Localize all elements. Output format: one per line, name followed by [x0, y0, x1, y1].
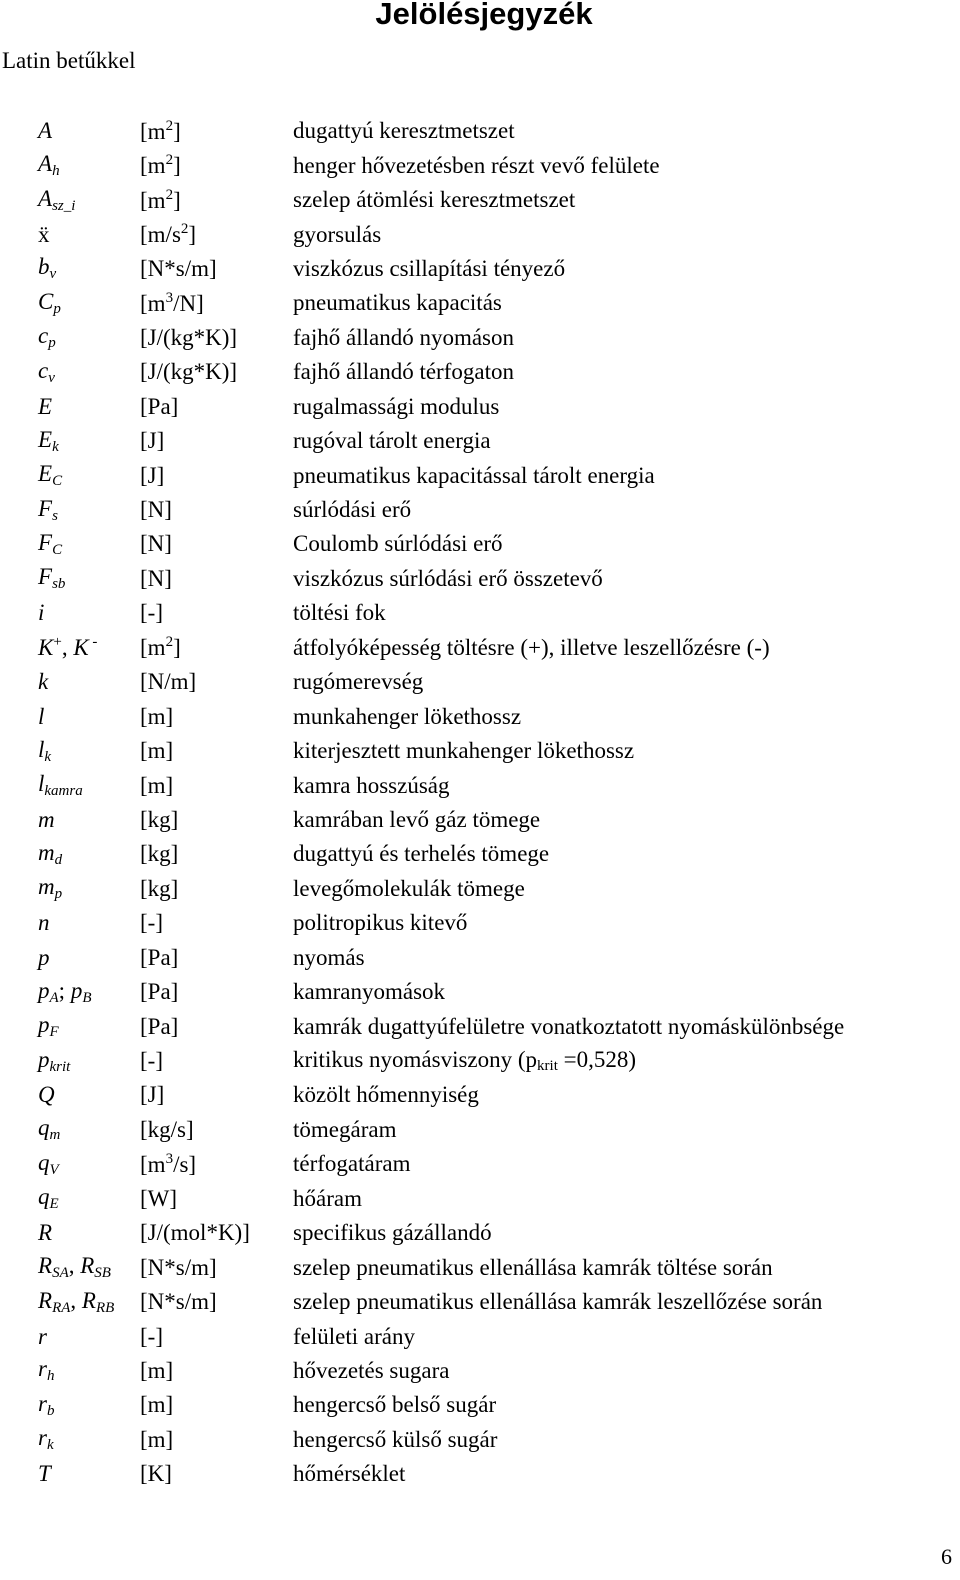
notation-description: dugattyú és terhelés tömege: [293, 841, 550, 867]
notation-unit: [m]: [140, 1426, 174, 1452]
notation-unit: [m]: [140, 1357, 174, 1383]
notation-row: [38, 665, 948, 699]
notation-symbol: $p_{krit}$: [38, 1046, 71, 1075]
notation-unit: [m]: [140, 1392, 174, 1418]
notation-symbol: $F_C$: [38, 529, 63, 558]
notation-description: levegőmolekulák tömege: [293, 875, 525, 901]
notation-symbol: l: [38, 703, 45, 729]
notation-unit: [N/m]: [140, 669, 197, 695]
notation-description: kamra hosszúság: [293, 772, 450, 798]
notation-row: [38, 527, 948, 561]
notation-unit: [kg/s]: [140, 1116, 194, 1142]
notation-row: [38, 1182, 948, 1216]
notation-row: [38, 1319, 948, 1353]
notation-symbol: $E_C$: [38, 461, 63, 490]
notation-row: [38, 1388, 948, 1422]
notation-symbol: $A_{sz\_i}$: [38, 185, 76, 214]
notation-description: rugóval tárolt energia: [293, 428, 491, 454]
notation-description: dugattyú keresztmetszet: [293, 118, 515, 144]
notation-unit: [m]: [140, 703, 174, 729]
notation-unit: [N*s/m]: [140, 1254, 217, 1280]
notation-symbol: $F_{sb}$: [38, 564, 66, 593]
notation-description: Coulomb súrlódási erő: [293, 531, 503, 557]
notation-row: [38, 699, 948, 733]
notation-description: töltési fok: [293, 600, 386, 626]
notation-row: [38, 458, 948, 492]
notation-unit: $[m^3/s]$: [140, 1150, 197, 1177]
notation-description: hőáram: [293, 1185, 362, 1211]
notation-row: [38, 1354, 948, 1388]
notation-unit: [W]: [140, 1185, 178, 1211]
notation-unit: [N]: [140, 565, 172, 591]
notation-unit: [Pa]: [140, 1013, 179, 1039]
notation-description: munkahenger lökethossz: [293, 703, 522, 729]
notation-symbol: A: [38, 118, 53, 144]
notation-unit: [J]: [140, 428, 165, 454]
notation-description: rugalmassági modulus: [293, 393, 500, 419]
notation-description: tömegáram: [293, 1116, 397, 1142]
notation-unit: [-]: [140, 910, 163, 936]
notation-row: [38, 562, 948, 596]
notation-description: súrlódási erő: [293, 497, 412, 523]
page-title: Jelölésjegyzék: [375, 0, 593, 31]
notation-symbol: $m_p$: [38, 874, 63, 903]
notation-row: [38, 1457, 948, 1491]
notation-unit: [N*s/m]: [140, 255, 217, 281]
notation-row: [38, 975, 948, 1009]
notation-symbol: $E_k$: [38, 426, 59, 455]
notation-row: [38, 1009, 948, 1043]
notation-row: [38, 183, 948, 217]
notation-unit: [J]: [140, 462, 165, 488]
notation-unit: [kg]: [140, 875, 179, 901]
notation-row: [38, 217, 948, 251]
notation-symbol: i: [38, 600, 45, 626]
notation-row: [38, 872, 948, 906]
notation-symbol: $c_p$: [38, 323, 56, 352]
notation-row: [38, 1250, 948, 1284]
notation-row: [38, 148, 948, 182]
notation-unit: [J/(kg*K)]: [140, 359, 238, 385]
notation-row: [38, 286, 948, 320]
notation-symbol: $C_p$: [38, 288, 61, 317]
notation-unit: [-]: [140, 600, 163, 626]
notation-description: térfogatáram: [293, 1151, 411, 1177]
notation-row: [38, 906, 948, 940]
page-number: 6: [941, 1544, 952, 1569]
notation-row: [38, 596, 948, 630]
notation-unit: $[m^3/N]$: [140, 289, 204, 316]
notation-unit: $[m^2]$: [140, 186, 181, 213]
notation-symbol: r: [38, 1323, 47, 1349]
notation-description: politropikus kitevő: [293, 910, 468, 936]
notation-symbol: $m_d$: [38, 839, 63, 868]
notation-description: viszkózus súrlódási erő összetevő: [293, 565, 603, 591]
notation-symbol: Q: [38, 1082, 55, 1108]
notation-unit: [-]: [140, 1048, 163, 1074]
notation-symbol: p: [38, 944, 50, 970]
notation-description: rugómerevség: [293, 669, 424, 695]
notation-description: hengercső belső sugár: [293, 1392, 497, 1418]
notation-row: [38, 390, 948, 424]
notation-unit: $[m^2]$: [140, 117, 181, 144]
notation-row: [38, 803, 948, 837]
notation-unit: [K]: [140, 1461, 172, 1487]
notation-unit: [J/(mol*K)]: [140, 1220, 250, 1246]
notation-unit: [Pa]: [140, 393, 179, 419]
notation-symbol: $q_m$: [38, 1115, 61, 1144]
notation-description: átfolyóképesség töltésre (+), illetve leszellőzésre (-): [293, 634, 770, 660]
notation-unit: [Pa]: [140, 944, 179, 970]
notation-description: viszkózus csillapítási tényező: [293, 255, 566, 281]
notation-description: hőmérséklet: [293, 1461, 406, 1487]
notation-unit: [N]: [140, 531, 172, 557]
notation-description: gyorsulás: [293, 221, 382, 247]
notation-row: [38, 837, 948, 871]
notation-description: nyomás: [293, 944, 365, 970]
notation-unit: $[m/s^2]$: [140, 221, 197, 248]
notation-row: [38, 734, 948, 768]
notation-symbol: $F_s$: [38, 495, 58, 524]
notation-unit: [N]: [140, 497, 172, 523]
notation-symbol: $l_k$: [38, 736, 52, 765]
notation-symbol: $r_k$: [38, 1425, 54, 1454]
notation-unit: [Pa]: [140, 979, 179, 1005]
notation-description: kamrában levő gáz tömege: [293, 806, 541, 832]
notation-symbol: $p_A$; $p_B$: [38, 977, 92, 1006]
notation-row: [38, 493, 948, 527]
notation-description: felületi arány: [293, 1323, 415, 1349]
notation-symbol: $b_v$: [38, 254, 57, 283]
notation-symbol: $c_v$: [38, 357, 55, 386]
notation-description: kamrák dugattyúfelületre vonatkoztatott nyomáskülönbsége: [293, 1013, 845, 1039]
notation-description: kamranyomások: [293, 979, 446, 1005]
notation-description: szelep pneumatikus ellenállása kamrák leszellőzése során: [293, 1289, 823, 1315]
notation-symbol: $q_V$: [38, 1149, 59, 1178]
notation-symbol: $p_F$: [38, 1012, 59, 1041]
notation-table: [38, 114, 948, 1492]
notation-symbol: n: [38, 910, 50, 936]
notation-row: [38, 424, 948, 458]
notation-symbol: K+, K -: [38, 634, 98, 661]
notation-description: pneumatikus kapacitással tárolt energia: [293, 462, 655, 488]
notation-row: [38, 252, 948, 286]
notation-row: [38, 1044, 948, 1078]
notation-row: [38, 1078, 948, 1112]
notation-unit: [kg]: [140, 806, 179, 832]
notation-row: [38, 631, 948, 665]
notation-unit: $[m^2]$: [140, 152, 181, 179]
notation-description: közölt hőmennyiség: [293, 1082, 479, 1108]
notation-row: [38, 1285, 948, 1319]
notation-symbol: $q_E$: [38, 1184, 59, 1213]
notation-description: kiterjesztett munkahenger lökethossz: [293, 738, 635, 764]
notation-unit: $[m^2]$: [140, 634, 181, 661]
notation-row: [38, 1423, 948, 1457]
notation-symbol: $R_{RA}$, $R_{RB}$: [38, 1287, 115, 1316]
notation-symbol: $l_{kamra}$: [38, 771, 83, 800]
notation-description: fajhő állandó térfogaton: [293, 359, 514, 385]
notation-unit: [N*s/m]: [140, 1289, 217, 1315]
notation-unit: [m]: [140, 772, 174, 798]
notation-description: szelep átömlési keresztmetszet: [293, 187, 576, 213]
notation-description: fajhő állandó nyomáson: [293, 324, 515, 350]
notation-unit: [J/(kg*K)]: [140, 324, 238, 350]
notation-unit: [-]: [140, 1323, 163, 1349]
notation-symbol: m: [38, 806, 55, 832]
notation-description: specifikus gázállandó: [293, 1220, 492, 1246]
notation-row: [38, 1113, 948, 1147]
notation-row: [38, 1147, 948, 1181]
notation-unit: [J]: [140, 1082, 165, 1108]
notation-description: pneumatikus kapacitás: [293, 290, 502, 316]
notation-description: henger hővezetésben részt vevő felülete: [293, 152, 660, 178]
notation-unit: [kg]: [140, 841, 179, 867]
notation-row: [38, 355, 948, 389]
notation-symbol: E: [38, 393, 53, 419]
notation-row: [38, 114, 948, 148]
notation-symbol: T: [38, 1461, 51, 1487]
notation-row: [38, 1216, 948, 1250]
notation-symbol: $r_b$: [38, 1390, 55, 1419]
notation-description: hővezetés sugara: [293, 1357, 450, 1383]
notation-description: kritikus nyomásviszony $(p_{krit} =0,528)$: [293, 1047, 637, 1075]
notation-symbol: $r_h$: [38, 1356, 55, 1385]
notation-description: szelep pneumatikus ellenállása kamrák töltése során: [293, 1254, 773, 1280]
notation-row: [38, 321, 948, 355]
notation-unit: [m]: [140, 738, 174, 764]
notation-symbol: R: [38, 1220, 53, 1246]
notation-row: [38, 768, 948, 802]
notation-symbol: $R_{SA}$, $R_{SB}$: [38, 1253, 111, 1282]
notation-description: hengercső külső sugár: [293, 1426, 498, 1452]
notation-symbol: $A_h$: [38, 151, 60, 180]
notation-row: [38, 941, 948, 975]
section-subtitle: Latin betűkkel: [2, 48, 136, 73]
notation-symbol: k: [38, 669, 49, 695]
notation-symbol: ẍ: [38, 221, 50, 247]
